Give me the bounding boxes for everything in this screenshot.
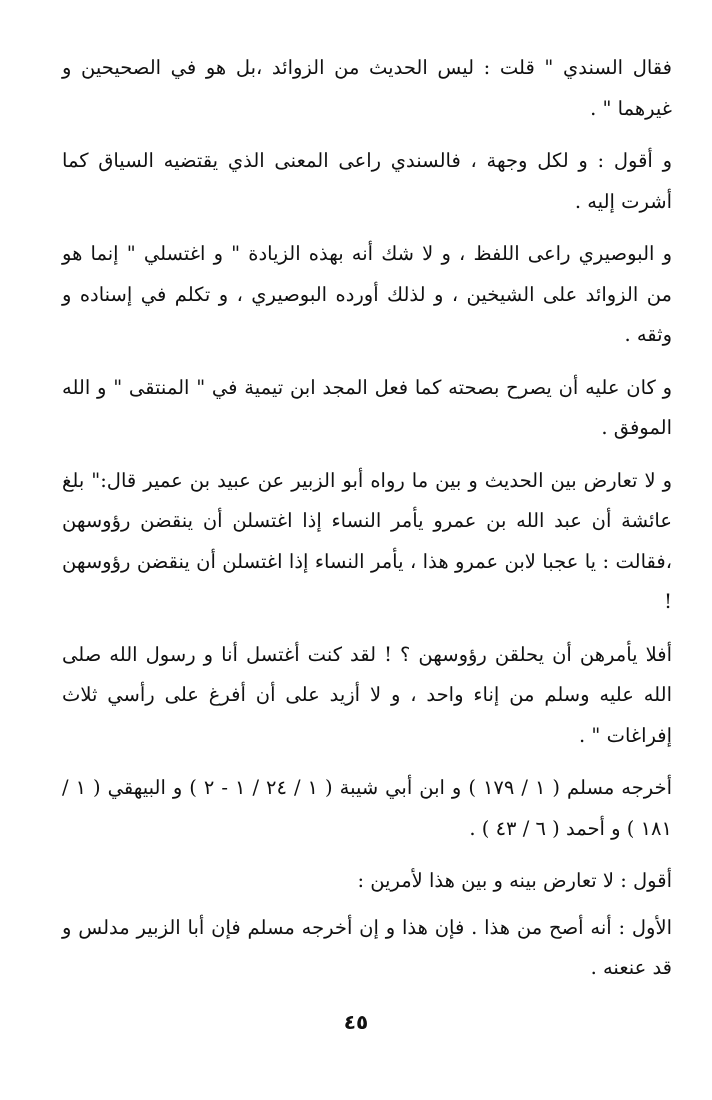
paragraph-no-contradiction: و لا تعارض بين الحديث و بين ما رواه أبو الزبير عن عبيد بن عمير قال:" بلغ عائشة أن عبد الله بن عمرو يأمر النساء إذا اغتسلن أن ينقضن رؤوسهن ،فقالت : يا عجبا لابن عمرو هذا ، يأمر النساء إذا اغتسلن أن ينقضن رؤوسهن ! (62, 468, 672, 613)
page-number: ٤٥ (343, 1010, 369, 1034)
paragraph-first-reason: الأول : أنه أصح من هذا . فإن هذا و إن أخرجه مسلم فإن أبا الزبير مدلس و قد عنعنه . (62, 915, 672, 979)
paragraph-every-view: و أقول : و لكل وجهة ، فالسندي راعى المعنى الذي يقتضيه السياق كما أشرت إليه . (62, 149, 672, 213)
paragraph-takhrij: أخرجه مسلم ( ١ / ١٧٩ ) و ابن أبي شيبة ( ١ / ٢٤ / ١ - ٢ ) و البيهقي ( ١ / ١٨١ ) و أحمد ( ٦ / ٤٣ ) . (62, 776, 673, 840)
paragraph-muntaqa: و كان عليه أن يصرح بصحته كما فعل المجد ابن تيمية في " المنتقى " و الله الموفق . (62, 375, 672, 439)
paragraph-sindi-quote: فقال السندي " قلت : ليس الحديث من الزوائد ،بل هو في الصحيحين و غيرهما " . (62, 56, 672, 120)
paragraph-two-reasons: أقول : لا تعارض بينه و بين هذا لأمرين : (357, 869, 672, 892)
page-body (62, 48, 672, 989)
paragraph-busiri: و البوصيري راعى اللفظ ، و لا شك أنه بهذه الزيادة " و اغتسلي " إنما هو من الزوائد على الشيخين ، و لذلك أورده البوصيري ، و تكلم في إسناده و وثقه . (62, 242, 672, 346)
paragraph-aisha-hadith: أفلا يأمرهن أن يحلقن رؤوسهن ؟ ! لقد كنت أغتسل أنا و رسول الله صلى الله عليه وسلم من إناء واحد ، و لا أزيد على أن أفرغ على رأسي ثلاث إفراغات " . (62, 642, 672, 747)
